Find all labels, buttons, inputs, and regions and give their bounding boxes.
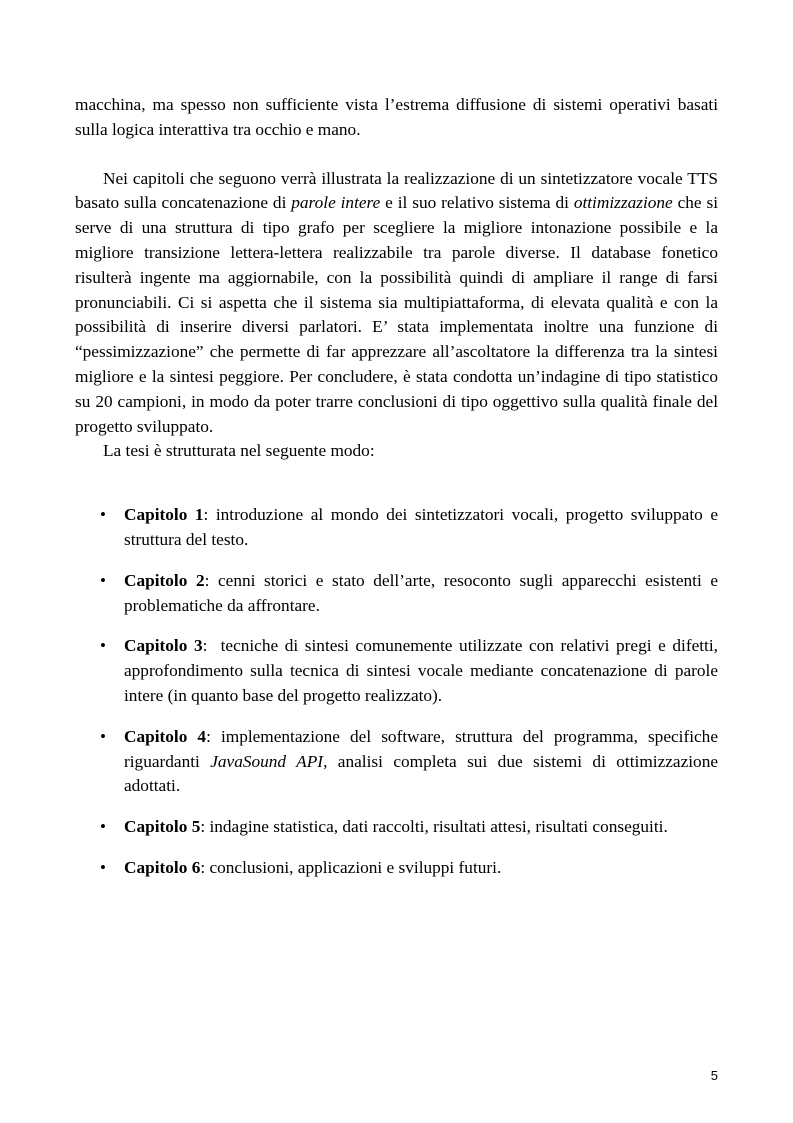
chapter-separator: : [203,505,216,525]
bullet-icon: • [100,505,106,525]
chapter-label: Capitolo 5 [124,817,201,837]
paragraph-structure-intro [75,439,718,464]
emphasis-parole-intere: parole intere [291,193,381,213]
paragraph-text: che si serve di una struttura di tipo grafo per scegliere la migliore intonazione possibile e la migliore transizione lettera-lettera realizzabile tra parole diverse. Il database fonetico risulterà ingente ma aggiornabile, con la possibilità quindi di ampliare il range di farsi pronunciabili. Ci si aspetta che il sistema sia multipiattaforma, di elevata qualità e con la possibilità di inserire diversi parlatori. E’ stata implementata inoltre una funzione di “pessimizzazione” che permette di far apprezzare all’ascoltatore la differenza tra la sintesi migliore e la sintesi peggiore. Per concludere, è stata condotta un’indagine di tipo statistico su 20 campioni, in modo da poter trarre conclusioni di tipo oggettivo sulla qualità finale del progetto sviluppato. [75,193,718,436]
chapter-label: Capitolo 4 [124,726,207,746]
chapter-description: , analisi completa sui due sistemi di ottimizzazione adottati. [124,751,719,796]
paragraph-text: La tesi è strutturata nel seguente modo: [103,441,375,461]
list-item [75,815,718,840]
chapter-separator: : [206,726,221,746]
emphasis-ottimizzazione: ottimizzazione [573,193,673,213]
chapter-description: tecniche di sintesi comunemente utilizzate con relativi pregi e difetti, approfondimento sulla tecnica di sintesi vocale mediante concatenazione di parole intere (in quanto base del progetto realizzato). [124,636,718,705]
chapter-label: Capitolo 3 [124,636,203,656]
paragraph-introduction [75,167,718,440]
bullet-icon: • [100,726,106,746]
chapter-description: indagine statistica, dati raccolti, risultati attesi, risultati conseguiti. [209,817,668,837]
chapter-label: Capitolo 1 [124,505,204,525]
document-page [75,93,718,897]
chapter-description: implementazione del software, struttura del programma, specifiche riguardanti [124,726,718,771]
paragraph-continuation [75,93,718,143]
chapter-description: conclusioni, applicazioni e sviluppi futuri. [209,857,502,877]
chapter-description: introduzione al mondo dei sintetizzatori vocali, progetto sviluppato e struttura del testo. [124,505,718,549]
bullet-icon: • [100,570,106,590]
paragraph-text: Nei capitoli che seguono verrà illustrata la realizzazione di un sintetizzatore vocale TTS basato sulla concatenazione di [75,168,718,213]
chapter-label: Capitolo 2 [124,570,205,590]
bullet-icon: • [100,857,106,877]
list-item [75,503,718,553]
chapter-separator: : [204,570,218,590]
bullet-icon: • [100,636,106,656]
chapter-list [75,503,718,881]
chapter-separator: : [202,636,221,656]
list-item [75,856,718,881]
bullet-icon: • [100,817,106,837]
page-number: 5 [710,1068,718,1083]
paragraph-text: macchina, ma spesso non sufficiente vista l’estrema diffusione di sistemi operativi basati sulla logica interattiva tra occhio e mano. [75,95,718,139]
chapter-description: cenni storici e stato dell’arte, resoconto sugli apparecchi esistenti e problematiche da affrontare. [124,570,719,615]
emphasis-javasound-api: JavaSound API [210,751,324,771]
paragraph-text: e il suo relativo sistema di [380,193,574,213]
list-item [75,569,718,619]
list-item [75,634,718,708]
chapter-separator: : [200,817,210,837]
chapter-separator: : [200,857,210,877]
list-item [75,725,718,799]
chapter-label: Capitolo 6 [124,857,201,877]
